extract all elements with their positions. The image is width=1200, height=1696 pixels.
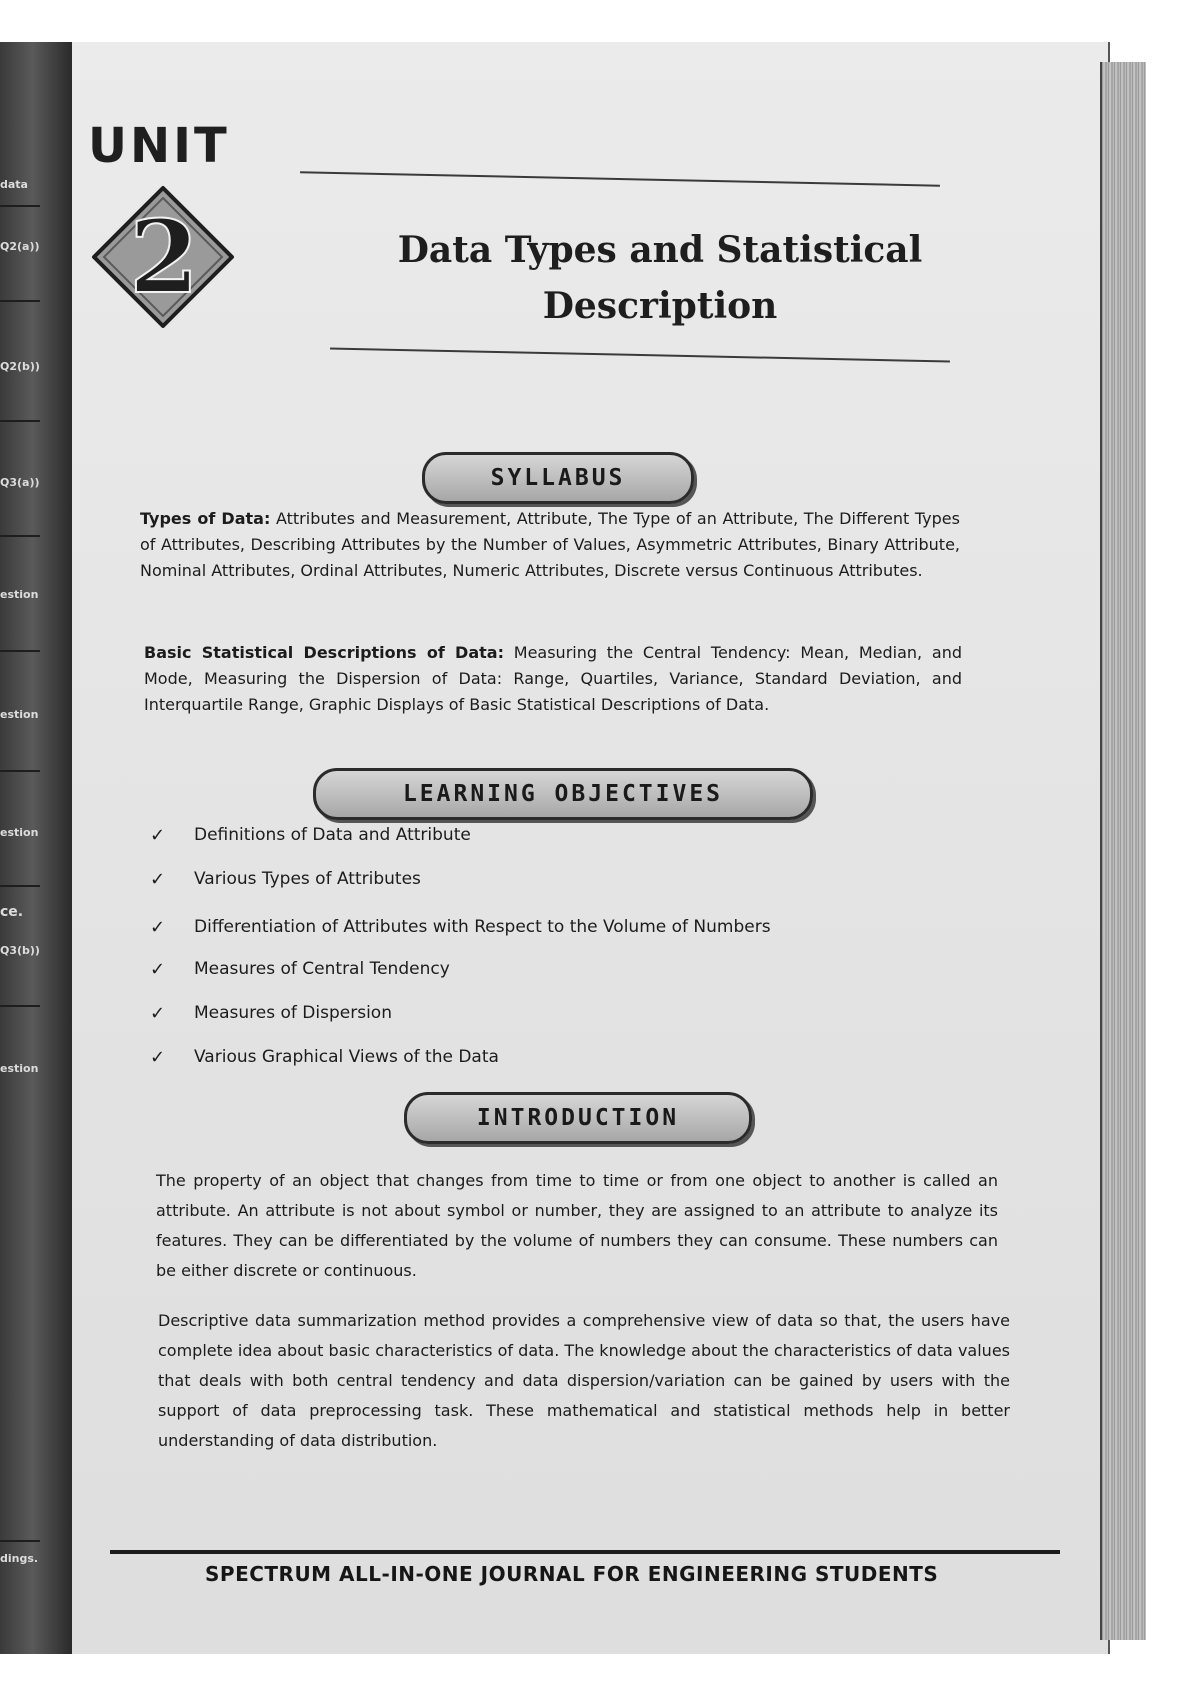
- syllabus-paragraph-1-text: Attributes and Measurement, Attribute, The Type of an Attribute, The Different Types of Attributes, Describing Attributes by the Number of Values, Asymmetric Attributes, Binary Attribute, Nominal Attributes, Ordinal Attributes, Numeric Attributes, Discrete versus Continuous Attributes.: [140, 509, 960, 580]
- binding-divider: [0, 535, 40, 537]
- binding-tab: estion: [0, 588, 39, 601]
- binding-tab: estion: [0, 1062, 39, 1075]
- check-icon: ✓: [150, 824, 166, 846]
- binding-divider: [0, 650, 40, 652]
- objective-text: Various Types of Attributes: [194, 869, 421, 889]
- check-icon: ✓: [150, 1046, 166, 1068]
- unit-label: UNIT: [88, 118, 230, 174]
- objective-item: [150, 998, 392, 1028]
- binding-tab: dings.: [0, 1552, 39, 1565]
- introduction-paragraph-1: The property of an object that changes from time to time or from one object to another is called an attribute. An attribute is not about symbol or number, they are assigned to an attribute to analyze its features. They can be differentiated by the volume of numbers they can consume. These numbers can be either discrete or continuous.: [156, 1171, 998, 1280]
- binding-divider: [0, 205, 40, 207]
- objective-item: [150, 1042, 499, 1072]
- check-icon: ✓: [150, 958, 166, 980]
- chapter-title: [380, 222, 940, 334]
- binding-divider: [0, 1005, 40, 1007]
- footer-journal-title: SPECTRUM ALL-IN-ONE JOURNAL FOR ENGINEERING STUDENTS: [205, 1562, 939, 1586]
- binding-tab: ce.: [0, 904, 24, 920]
- chapter-title-line1: Data Types and Statistical: [397, 229, 923, 271]
- unit-number: 2: [129, 198, 199, 316]
- syllabus-paragraph-2-text: Measuring the Central Tendency: Mean, Median, and Mode, Measuring the Dispersion of Data: Range, Quartiles, Variance, Standard Deviation, and Interquartile Range, Graphic Displays of Basic Statistical Descriptions of Data.: [144, 643, 962, 714]
- objective-text: Measures of Dispersion: [194, 1003, 392, 1023]
- book-binding: [0, 42, 72, 1654]
- check-icon: ✓: [150, 868, 166, 890]
- syllabus-heading: SYLLABUS: [422, 452, 694, 504]
- page-edge: [1100, 62, 1146, 1640]
- check-icon: ✓: [150, 1002, 166, 1024]
- chapter-title-line2: Description: [542, 285, 778, 327]
- objective-text: Definitions of Data and Attribute: [194, 825, 471, 845]
- syllabus-paragraph-2: [144, 640, 962, 718]
- binding-tab: data: [0, 178, 28, 191]
- objective-item: [150, 912, 771, 942]
- binding-divider: [0, 1540, 40, 1542]
- introduction-paragraph-2: Descriptive data summarization method provides a comprehensive view of data so that, the users have complete idea about basic characteristics of data. The knowledge about the characteristics of data values that deals with both central tendency and data dispersion/variation can be gained by users with the support of data preprocessing task. These mathematical and statistical methods help in better understanding of data distribution.: [158, 1311, 1010, 1450]
- binding-tab: Q3(b)): [0, 944, 40, 957]
- objective-text: Various Graphical Views of the Data: [194, 1047, 499, 1067]
- binding-tab: Q3(a)): [0, 476, 40, 489]
- binding-divider: [0, 885, 40, 887]
- binding-divider: [0, 420, 40, 422]
- syllabus-paragraph-1: [140, 506, 960, 584]
- syllabus-paragraph-2-lead: Basic Statistical Descriptions of Data:: [144, 643, 504, 662]
- binding-tab: Q2(b)): [0, 360, 40, 373]
- objective-item: [150, 864, 421, 894]
- unit-number-badge: [88, 182, 238, 332]
- learning-objectives-heading: LEARNING OBJECTIVES: [313, 768, 813, 820]
- binding-divider: [0, 300, 40, 302]
- check-icon: ✓: [150, 916, 166, 938]
- introduction-heading: INTRODUCTION: [404, 1092, 752, 1144]
- binding-tab: estion: [0, 826, 39, 839]
- binding-tab: Q2(a)): [0, 240, 40, 253]
- syllabus-paragraph-1-lead: Types of Data:: [140, 509, 271, 528]
- footer-rule: [110, 1550, 1060, 1554]
- objective-text: Differentiation of Attributes with Respect to the Volume of Numbers: [194, 917, 771, 937]
- objective-item: [150, 954, 450, 984]
- objective-item: [150, 820, 471, 850]
- binding-tab: estion: [0, 708, 39, 721]
- binding-divider: [0, 770, 40, 772]
- objective-text: Measures of Central Tendency: [194, 959, 450, 979]
